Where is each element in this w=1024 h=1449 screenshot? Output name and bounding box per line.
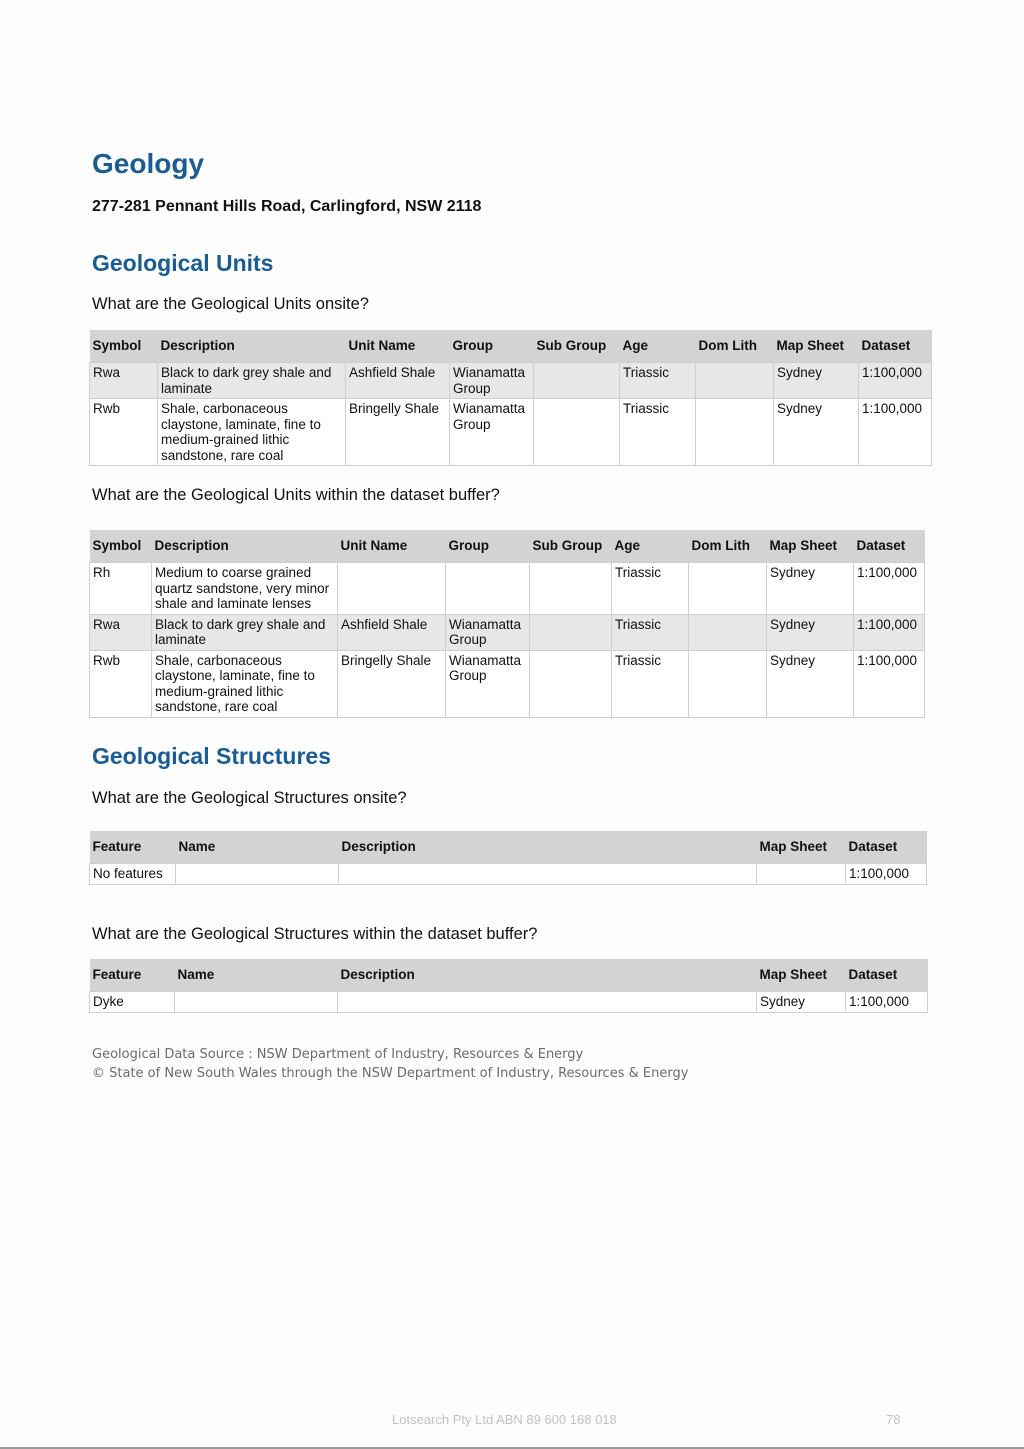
column-header: Dom Lith bbox=[689, 530, 767, 563]
column-header: Dataset bbox=[846, 831, 927, 864]
column-header: Map Sheet bbox=[757, 959, 846, 992]
table-cell bbox=[530, 650, 612, 717]
column-header: Group bbox=[446, 530, 530, 563]
units-onsite-table bbox=[89, 330, 932, 466]
table-cell: 1:100,000 bbox=[854, 563, 925, 615]
column-header: Symbol bbox=[90, 330, 158, 363]
column-header: Sub Group bbox=[530, 530, 612, 563]
units-buffer-table bbox=[89, 530, 925, 718]
table-cell: Shale, carbonaceous claystone, laminate, fine to medium-grained lithic sandstone, rare coal bbox=[158, 399, 346, 466]
table-cell: Triassic bbox=[612, 614, 689, 650]
structures-onsite-question: What are the Geological Structures onsite? bbox=[92, 789, 407, 807]
column-header: Dataset bbox=[859, 330, 932, 363]
table-row bbox=[90, 864, 927, 885]
geological-units-heading: Geological Units bbox=[92, 250, 274, 276]
column-header: Age bbox=[612, 530, 689, 563]
table-cell: Black to dark grey shale and laminate bbox=[158, 363, 346, 399]
table-cell bbox=[338, 992, 757, 1013]
table-cell bbox=[446, 563, 530, 615]
table-cell: 1:100,000 bbox=[846, 992, 928, 1013]
units-onsite-question: What are the Geological Units onsite? bbox=[92, 295, 369, 313]
table-cell: Wianamatta Group bbox=[450, 363, 534, 399]
column-header: Map Sheet bbox=[757, 831, 846, 864]
table-body bbox=[90, 363, 932, 466]
table-cell: Ashfield Shale bbox=[346, 363, 450, 399]
table-cell bbox=[534, 363, 620, 399]
table-cell: Ashfield Shale bbox=[338, 614, 446, 650]
table-cell bbox=[696, 363, 774, 399]
structures-onsite-table bbox=[89, 831, 927, 885]
column-header: Description bbox=[152, 530, 338, 563]
table-cell: 1:100,000 bbox=[846, 864, 927, 885]
table-cell: Triassic bbox=[620, 363, 696, 399]
table-cell: Rwb bbox=[90, 650, 152, 717]
table-body bbox=[90, 563, 925, 718]
page-title: Geology bbox=[92, 148, 205, 179]
table-cell: Sydney bbox=[774, 399, 859, 466]
table-cell: Triassic bbox=[620, 399, 696, 466]
table-row bbox=[90, 363, 932, 399]
column-header: Description bbox=[339, 831, 757, 864]
table-row bbox=[90, 563, 925, 615]
column-header: Description bbox=[338, 959, 757, 992]
table-cell: Bringelly Shale bbox=[338, 650, 446, 717]
column-header: Dom Lith bbox=[696, 330, 774, 363]
table-cell bbox=[338, 563, 446, 615]
table-row bbox=[90, 614, 925, 650]
table-cell: Sydney bbox=[767, 650, 854, 717]
column-header: Dataset bbox=[846, 959, 928, 992]
structures-buffer-question: What are the Geological Structures within the dataset buffer? bbox=[92, 925, 538, 943]
column-header: Sub Group bbox=[534, 330, 620, 363]
table-cell: Black to dark grey shale and laminate bbox=[152, 614, 338, 650]
table-body bbox=[90, 864, 927, 885]
footer-page-number: 78 bbox=[886, 1412, 901, 1427]
geological-structures-heading: Geological Structures bbox=[92, 743, 332, 769]
table-cell: Triassic bbox=[612, 563, 689, 615]
table-row bbox=[90, 650, 925, 717]
column-header: Map Sheet bbox=[774, 330, 859, 363]
table-body bbox=[90, 992, 928, 1013]
table-header-row bbox=[90, 330, 932, 363]
column-header: Group bbox=[450, 330, 534, 363]
table-row bbox=[90, 399, 932, 466]
column-header: Description bbox=[158, 330, 346, 363]
copyright-note: © State of New South Wales through the NSW Department of Industry, Resources & Energy bbox=[92, 1066, 689, 1081]
table-cell: No features bbox=[90, 864, 176, 885]
column-header: Unit Name bbox=[338, 530, 446, 563]
table-cell bbox=[175, 992, 338, 1013]
table-cell: 1:100,000 bbox=[859, 399, 932, 466]
site-address: 277-281 Pennant Hills Road, Carlingford, NSW 2118 bbox=[92, 198, 482, 215]
table-cell: Wianamatta Group bbox=[446, 650, 530, 717]
column-header: Unit Name bbox=[346, 330, 450, 363]
column-header: Symbol bbox=[90, 530, 152, 563]
table-cell: Sydney bbox=[757, 992, 846, 1013]
units-buffer-question: What are the Geological Units within the dataset buffer? bbox=[92, 486, 500, 504]
table-cell bbox=[176, 864, 339, 885]
table-cell bbox=[689, 614, 767, 650]
table-cell bbox=[339, 864, 757, 885]
table-header-row bbox=[90, 831, 927, 864]
column-header: Age bbox=[620, 330, 696, 363]
table-cell: Wianamatta Group bbox=[450, 399, 534, 466]
table-cell: Medium to coarse grained quartz sandstone, very minor shale and laminate lenses bbox=[152, 563, 338, 615]
table-cell bbox=[689, 650, 767, 717]
table-header-row bbox=[90, 959, 928, 992]
table-header-row bbox=[90, 530, 925, 563]
column-header: Map Sheet bbox=[767, 530, 854, 563]
table-cell bbox=[530, 614, 612, 650]
table-cell: Bringelly Shale bbox=[346, 399, 450, 466]
table-row bbox=[90, 992, 928, 1013]
table-cell bbox=[689, 563, 767, 615]
data-source-note: Geological Data Source : NSW Department of Industry, Resources & Energy bbox=[92, 1047, 584, 1062]
table-cell: Wianamatta Group bbox=[446, 614, 530, 650]
column-header: Feature bbox=[90, 959, 175, 992]
table-cell: Rwa bbox=[90, 614, 152, 650]
table-cell bbox=[530, 563, 612, 615]
column-header: Name bbox=[175, 959, 338, 992]
table-cell: 1:100,000 bbox=[854, 650, 925, 717]
table-cell: Sydney bbox=[774, 363, 859, 399]
table-cell bbox=[696, 399, 774, 466]
table-cell: 1:100,000 bbox=[859, 363, 932, 399]
table-cell: Sydney bbox=[767, 563, 854, 615]
column-header: Dataset bbox=[854, 530, 925, 563]
column-header: Feature bbox=[90, 831, 176, 864]
table-cell: Triassic bbox=[612, 650, 689, 717]
table-cell bbox=[534, 399, 620, 466]
table-cell: Shale, carbonaceous claystone, laminate, fine to medium-grained lithic sandstone, rare coal bbox=[152, 650, 338, 717]
table-cell: Dyke bbox=[90, 992, 175, 1013]
table-cell bbox=[757, 864, 846, 885]
column-header: Name bbox=[176, 831, 339, 864]
table-cell: Rh bbox=[90, 563, 152, 615]
table-cell: Sydney bbox=[767, 614, 854, 650]
table-cell: Rwb bbox=[90, 399, 158, 466]
footer-company: Lotsearch Pty Ltd ABN 89 600 168 018 bbox=[392, 1412, 617, 1427]
structures-buffer-table bbox=[89, 959, 928, 1013]
table-cell: 1:100,000 bbox=[854, 614, 925, 650]
table-cell: Rwa bbox=[90, 363, 158, 399]
